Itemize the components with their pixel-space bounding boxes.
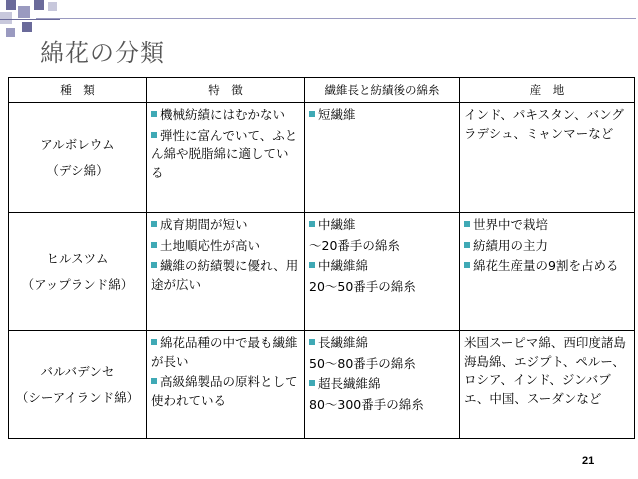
cell-item — [464, 255, 630, 276]
bullet-icon — [464, 262, 470, 268]
cell-item-text: 紡績用の主力 — [473, 237, 549, 253]
fiber-cell — [305, 213, 460, 331]
bullet-icon — [464, 221, 470, 227]
cell-item — [309, 331, 455, 353]
cell-item-text: 短繊維 — [318, 107, 356, 122]
table-row — [9, 331, 635, 439]
cell-item-text: 超長繊維綿 — [318, 376, 381, 391]
bullet-icon — [309, 339, 315, 345]
table-header-row — [9, 78, 635, 103]
page-title: 綿花の分類 — [40, 39, 165, 67]
variety-alias: （デシ綿） — [46, 162, 109, 178]
fiber-cell — [305, 103, 460, 213]
variety-cell — [9, 103, 147, 213]
cell-item-text: 20～50番手の綿糸 — [309, 278, 416, 294]
variety-name: アルボレウム — [40, 136, 115, 152]
cell-item — [151, 125, 300, 183]
variety-alias: （アップランド綿） — [21, 276, 134, 292]
variety-cell — [9, 331, 147, 439]
cell-item-text: 綿花品種の中で最も繊維が長い — [151, 335, 298, 369]
cell-item-text: 高級綿製品の原料として使われている — [151, 374, 298, 408]
cell-item-text: 世界中で栽培 — [473, 217, 549, 232]
variety-name: バルバデンセ — [40, 363, 115, 379]
cell-item-text: 中繊維 — [318, 217, 356, 232]
origin-cell — [460, 103, 635, 213]
cell-item — [464, 235, 630, 256]
bullet-icon — [151, 221, 157, 227]
column-header: 種 類 — [9, 78, 147, 103]
deco-square — [0, 12, 12, 24]
origin-cell — [460, 331, 635, 439]
bullet-icon — [151, 262, 157, 268]
bullet-icon — [151, 339, 157, 345]
cell-item — [151, 255, 300, 294]
cell-item-text: インド、パキスタン、バングラデシュ、ミャンマーなど — [464, 107, 624, 141]
cell-item-text: ～20番手の綿糸 — [309, 237, 400, 253]
deco-square — [6, 28, 15, 37]
deco-square — [34, 0, 44, 10]
cell-item — [309, 235, 455, 256]
column-header: 繊維長と紡績後の綿糸 — [305, 78, 460, 103]
cell-item-text: 50～80番手の綿糸 — [309, 355, 416, 371]
features-cell — [147, 213, 305, 331]
header-rule-dark — [0, 19, 60, 20]
bullet-icon — [151, 132, 157, 138]
cell-item — [151, 371, 300, 410]
cell-item — [309, 394, 455, 415]
bullet-icon — [464, 242, 470, 248]
deco-square — [6, 0, 16, 10]
cell-item — [464, 213, 630, 235]
deco-square — [48, 2, 57, 11]
page-number: 21 — [582, 455, 595, 467]
cell-item-text: 長繊維綿 — [318, 335, 369, 350]
variety-cell — [9, 213, 147, 331]
cell-item-text: 米国スーピマ綿、西印度諸島海島綿、エジプト、ペルー、ロシア、インド、ジンバブエ、中国、スーダンなど — [464, 335, 626, 406]
bullet-icon — [309, 221, 315, 227]
cell-item-text: 綿花生産量の9割を占める — [473, 258, 619, 273]
variety-name: ヒルスツム — [46, 250, 109, 266]
cell-item — [309, 103, 455, 125]
table-row — [9, 213, 635, 331]
origin-cell — [460, 213, 635, 331]
bullet-icon — [309, 380, 315, 386]
bullet-icon — [151, 378, 157, 384]
cell-item — [151, 235, 300, 256]
deco-square — [18, 6, 30, 18]
cell-item — [151, 103, 300, 125]
cell-item-text: 繊維の紡績製に優れ、用途が広い — [151, 258, 299, 292]
cell-item-text: 土地順応性が高い — [160, 237, 261, 253]
fiber-cell — [305, 331, 460, 439]
bullet-icon — [309, 111, 315, 117]
cell-item — [151, 213, 300, 235]
bullet-icon — [309, 262, 315, 268]
header-rule — [36, 18, 636, 19]
table-row — [9, 103, 635, 213]
cell-item — [464, 103, 630, 143]
column-header: 産 地 — [460, 78, 635, 103]
cell-item-text: 80～300番手の綿糸 — [309, 396, 424, 412]
cell-item — [309, 276, 455, 297]
cell-item — [309, 255, 455, 276]
cell-item-text: 中繊維綿 — [318, 258, 369, 273]
bullet-icon — [151, 242, 157, 248]
cell-item — [309, 373, 455, 394]
cell-item-text: 機械紡績にはむかない — [160, 107, 286, 122]
deco-square — [22, 22, 32, 32]
variety-alias: （シーアイランド綿） — [15, 389, 140, 405]
cell-item — [309, 213, 455, 235]
cell-item-text: 弾性に富んでいて、ふとん綿や脱脂綿に適している — [151, 127, 298, 180]
cell-item — [464, 331, 630, 408]
cell-item-text: 成育期間が短い — [160, 217, 248, 232]
cell-item — [309, 353, 455, 374]
column-header: 特 徴 — [147, 78, 305, 103]
cell-item — [151, 331, 300, 371]
cotton-classification-table — [8, 77, 635, 439]
features-cell — [147, 103, 305, 213]
features-cell — [147, 331, 305, 439]
bullet-icon — [151, 111, 157, 117]
